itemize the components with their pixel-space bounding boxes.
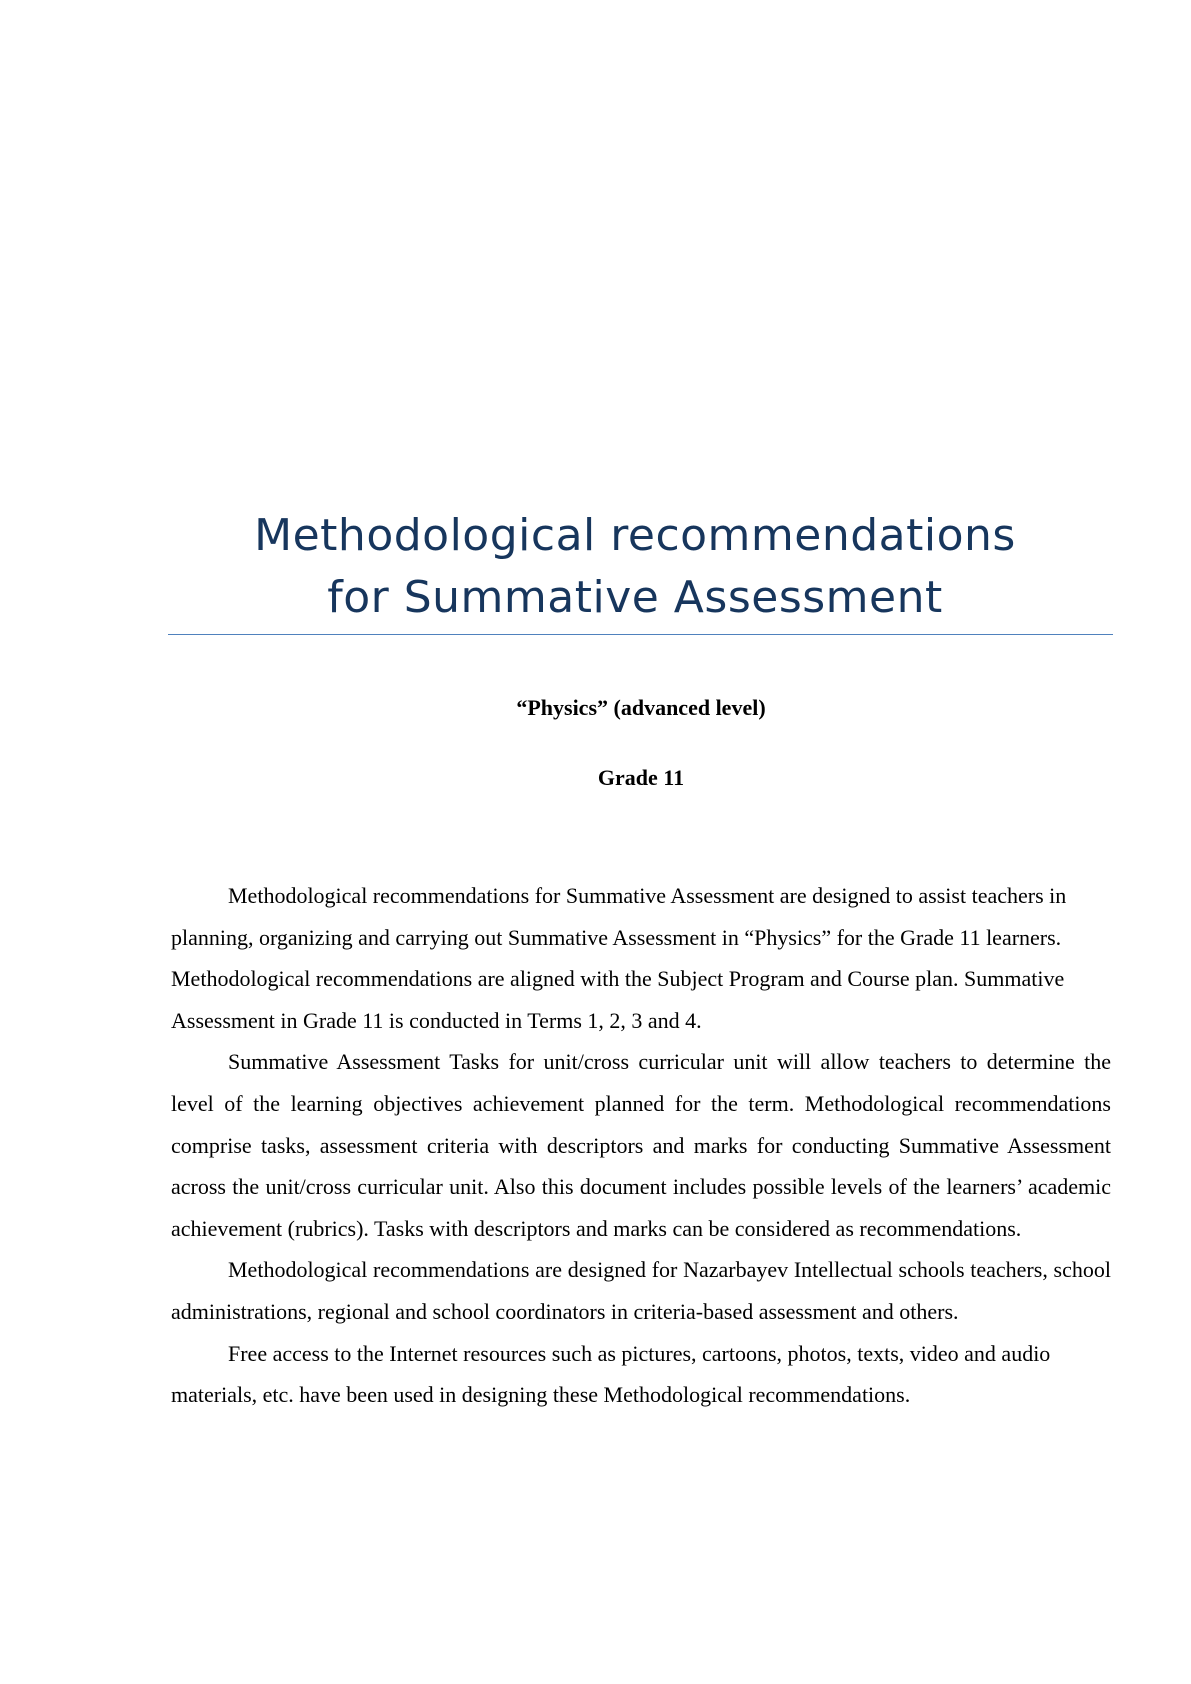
title-line-1: Methodological recommendations — [254, 510, 1016, 561]
body-text — [171, 875, 1111, 1416]
title-underline-rule — [168, 634, 1113, 635]
paragraph-tasks: Summative Assessment Tasks for unit/cross curricular unit will allow teachers to determine the level of the learning objectives achievement planned for the term. Methodological recommendations comprise tasks, assessment criteria with descriptors and marks for conducting Summative Assessment across the unit/cross curricular unit. Also this document includes possible levels of the learners’ academic achievement (rubrics). Tasks with descriptors and marks can be considered as recommendations. — [171, 1049, 1111, 1241]
paragraph-resources: Free access to the Internet resources such as pictures, cartoons, photos, texts, video and audio materials, etc. have been used in designing these Methodological recommendations. — [171, 1340, 1051, 1408]
paragraph-purpose: Methodological recommendations for Summative Assessment are designed to assist teachers in planning, organizing and carrying out Summative Assessment in “Physics” for the Grade 11 learners. Methodological recommendations are aligned with the Subject Program and Course plan. Summative Assessment in Grade 11 is conducted in Terms 1, 2, 3 and 4. — [171, 883, 1067, 1033]
paragraph-audience: Methodological recommendations are designed for Nazarbayev Intellectual schools teachers, school administrations, regional and school coordinators in criteria-based assessment and others. — [171, 1257, 1111, 1324]
document-title — [168, 505, 1102, 629]
title-line-2: for Summative Assessment — [327, 572, 943, 623]
grade-heading: Grade 11 — [597, 765, 685, 790]
subject-heading: “Physics” (advanced level) — [516, 695, 766, 720]
